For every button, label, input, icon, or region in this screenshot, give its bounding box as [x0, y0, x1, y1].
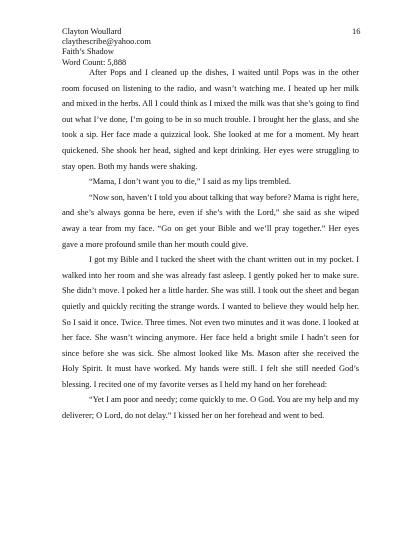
- word-count: Word Count: 5,888: [62, 57, 127, 67]
- manuscript-title: Faith’s Shadow: [62, 47, 114, 57]
- paragraph: I got my Bible and I tucked the sheet with the chant written out in my pocket. I walked into her room and she was already fast asleep. I gently poked her to make sure. She didn’t move. I poked her a little harder. She was still. I took out the sheet and began quietly and quickly reciting the strange words. I wanted to believe they would help her. So I said it once. Twice. Three times. Not even two minutes and it was done. I looked at her face. She wasn’t wincing anymore. Her face held a bright smile I hadn’t seen for since before she was sick. She almost looked like Ms. Mason after she received the Holy Spirit. It must have worked. My hands were still. I felt she still needed God’s blessing. I recited one of my favorite verses as I held my hand on her forehead:: [62, 255, 359, 389]
- page-number: 16: [352, 27, 361, 36]
- paragraph: “Mama, I don’t want you to die,” I said as my lips trembled.: [89, 177, 291, 187]
- manuscript-header: [62, 27, 151, 68]
- author-name: Clayton Woullard: [62, 27, 122, 36]
- paragraph: “Yet I am poor and needy; come quickly to me. O God. You are my help and my deliverer; O Lord, do not delay.” I kissed her on her forehead and went to bed.: [62, 395, 359, 421]
- paragraph: “Now son, haven’t I told you about talking that way before? Mama is right here, and she’s always gonna be here, even if she’s with the Lord,” she said as she wiped away a tear from my face. “Go on get your Bible and we’ll pray together.” Her eyes gave a more profound smile than her mouth could give.: [62, 192, 359, 249]
- paragraph: After Pops and I cleaned up the dishes, I waited until Pops was in the other room focused on listening to the radio, and wasn’t watching me. I heated up her milk and mixed in the herbs. All I could think as I mixed the milk was that she’s going to find out what I’ve done, I’m going to be in so much trouble. I brought her the glass, and she took a sip. Her face made a quizzical look. She looked at me for a moment. My heart quickened. She shook her head, sighed and kept drinking. Her eyes were struggling to stay open. Both my hands were shaking.: [62, 68, 359, 171]
- author-email: claythescribe@yahoo.com: [62, 37, 151, 47]
- manuscript-body: [62, 65, 359, 424]
